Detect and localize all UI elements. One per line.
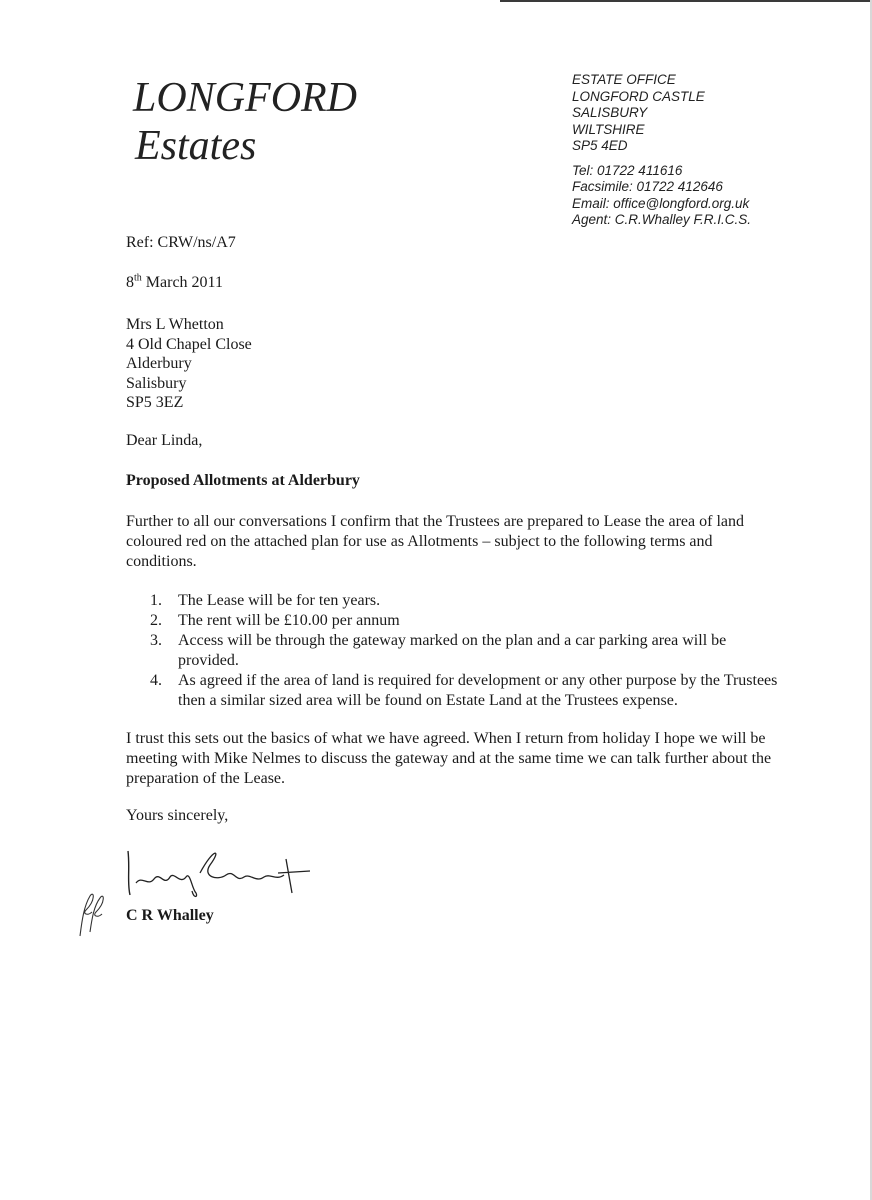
pp-handwritten-initials — [70, 888, 110, 938]
term-text: The Lease will be for ten years. — [178, 592, 381, 609]
recipient-address-line: Alderbury — [126, 355, 192, 372]
office-contact-block — [572, 72, 751, 229]
term-item — [150, 591, 790, 611]
office-agent: Agent: C.R.Whalley F.R.I.C.S. — [572, 212, 752, 227]
logo-line-2: Estates — [135, 123, 257, 169]
signatory-name: C R Whalley — [126, 907, 214, 924]
office-facsimile: Facsimile: 01722 412646 — [572, 179, 723, 194]
scan-edge-top — [500, 0, 872, 2]
term-number: 2. — [150, 612, 162, 629]
terms-list — [150, 591, 790, 711]
closing-paragraph: I trust this sets out the basics of what we have agreed. When I return from holiday I hope we will be meeting with Mike Nelmes to discuss the gateway and at the same time we can talk further about the preparation of the Lease. — [126, 730, 772, 787]
recipient-address-line: SP5 3EZ — [126, 394, 184, 411]
office-email: Email: office@longford.org.uk — [572, 195, 750, 211]
date-suffix: th — [134, 272, 142, 284]
office-address-line: ESTATE OFFICE — [572, 72, 676, 87]
term-text: Access will be through the gateway marked on the plan and a car parking area will be provided. — [178, 632, 727, 669]
term-text: The rent will be £10.00 per annum — [178, 612, 400, 629]
office-address-line: LONGFORD CASTLE — [572, 88, 705, 104]
term-text: As agreed if the area of land is required for development or any other purpose by the Trustees then a similar sized area will be found on Estate Land at the Trustees expense. — [178, 672, 778, 709]
complimentary-close: Yours sincerely, — [126, 807, 229, 824]
opening-paragraph: Further to all our conversations I confirm that the Trustees are prepared to Lease the area of land coloured red on the attached plan for use as Allotments – subject to the following terms and conditions. — [126, 513, 745, 570]
term-number: 1. — [150, 592, 162, 609]
office-telephone: Tel: 01722 411616 — [572, 162, 683, 178]
letter-reference: Ref: CRW/ns/A7 — [126, 234, 236, 251]
office-address-line: SALISBURY — [572, 105, 648, 120]
term-number: 3. — [150, 632, 162, 649]
recipient-address-line: 4 Old Chapel Close — [126, 335, 252, 353]
recipient-address-line: Salisbury — [126, 374, 187, 392]
term-number: 4. — [150, 672, 162, 689]
term-item — [150, 671, 790, 711]
handwritten-signature — [118, 843, 318, 903]
date-day: 8 — [126, 274, 134, 291]
recipient-address-line: Mrs L Whetton — [126, 316, 224, 333]
office-address-line: SP5 4ED — [572, 138, 628, 153]
date-month-year: March 2011 — [141, 274, 223, 291]
letter-subject: Proposed Allotments at Alderbury — [126, 472, 360, 489]
office-address-line: WILTSHIRE — [572, 121, 645, 137]
letter-date — [126, 273, 786, 293]
estate-logo — [133, 74, 357, 170]
term-item — [150, 631, 790, 671]
recipient-address — [126, 315, 786, 413]
term-item — [150, 611, 790, 631]
logo-line-1: LONGFORD — [133, 75, 358, 121]
salutation: Dear Linda, — [126, 432, 203, 449]
